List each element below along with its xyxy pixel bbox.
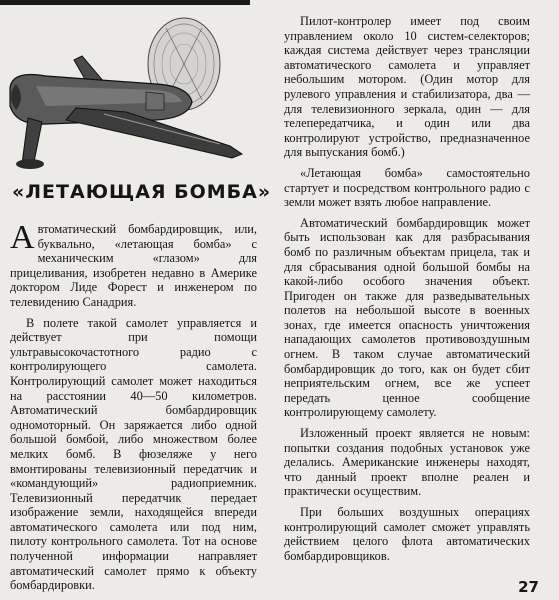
- left-column: [10, 219, 257, 593]
- page-number: 27: [518, 578, 539, 596]
- left-paragraph-1: [10, 219, 257, 310]
- right-paragraph-2: «Летающая бомба» самостоятельно стартует и посредством контрольного радио с земли может взять любое направление.: [284, 165, 530, 210]
- right-paragraph-4: Изложенный проект является не новым: попытки создания подобных установок уже делались. Американские инженеры находят, что данный проект вполне реален и практически осуществим.: [284, 426, 530, 499]
- right-paragraph-3: Автоматический бомбардировщик может быть использован как для разбрасывания бомб по различным объектам прицела, так и для сбрасывания одной большой бомбы на какой-либо особого значения объект. Пригоден он также для разведывательных полетов на небольшой высоте в военных зонах, где имеется опасность уничтожения нападающих самолетов противовоздушным огнем. В таком случае автоматический бомбардировщик до того, как он будет сбит неприятельским огнем, все же успеет передать ценное сообщение контролирующему самолету.: [284, 215, 530, 420]
- flying-bomb-illustration: [6, 14, 258, 174]
- left-paragraph-2: В полете такой самолет управляется и действует при помощи ультравысокочастотного радио с контролирующего самолета. Контролирующий самолет может находиться на расстоянии 40—50 километров. Автоматический бомбардировщик одномоторный. Он заряжается либо одной большой бомбой, либо множеством более мелких бомб. В фюзеляже у него вмонтированы телевизионный передатчик и «командующий» радиоприемник. Телевизионный передатчик передает изображение земли, находящейся впереди автоматического самолета или под ним, пилоту контрольного самолета. Тот на основе полученной информации направляет автоматический самолет прямо к объекту бомбардировки.: [10, 315, 257, 593]
- right-paragraph-1: Пилот-контролер имеет под своим управлением около 10 систем-селекторов; каждая система действует через трансляции автоматического самолета и управляет небольшим мотором. (Один мотор для рулевого управления и стабилизатора, два — для телевизионного зеркала, один — для телепередатчика, и один или два контролируют устройство, предназначенное для выпускания бомб.): [284, 14, 530, 160]
- top-rule: [0, 0, 250, 5]
- drop-cap: А: [10, 219, 35, 256]
- right-column: [284, 14, 530, 563]
- article-title: «ЛЕТАЮЩАЯ БОМБА»: [12, 181, 272, 203]
- right-paragraph-5: При больших воздушных операциях контролирующий самолет сможет управлять действием целого флота автоматических бомбардировщиков.: [284, 505, 530, 563]
- left-paragraph-1-text: втоматический бомбардировщик, или, буквально, «летающая бомба» с механическим «глазом» для прицеливания, изобретен недавно в Америке доктором Лиде Форест и инженером по телевидению Санадрия.: [10, 222, 257, 309]
